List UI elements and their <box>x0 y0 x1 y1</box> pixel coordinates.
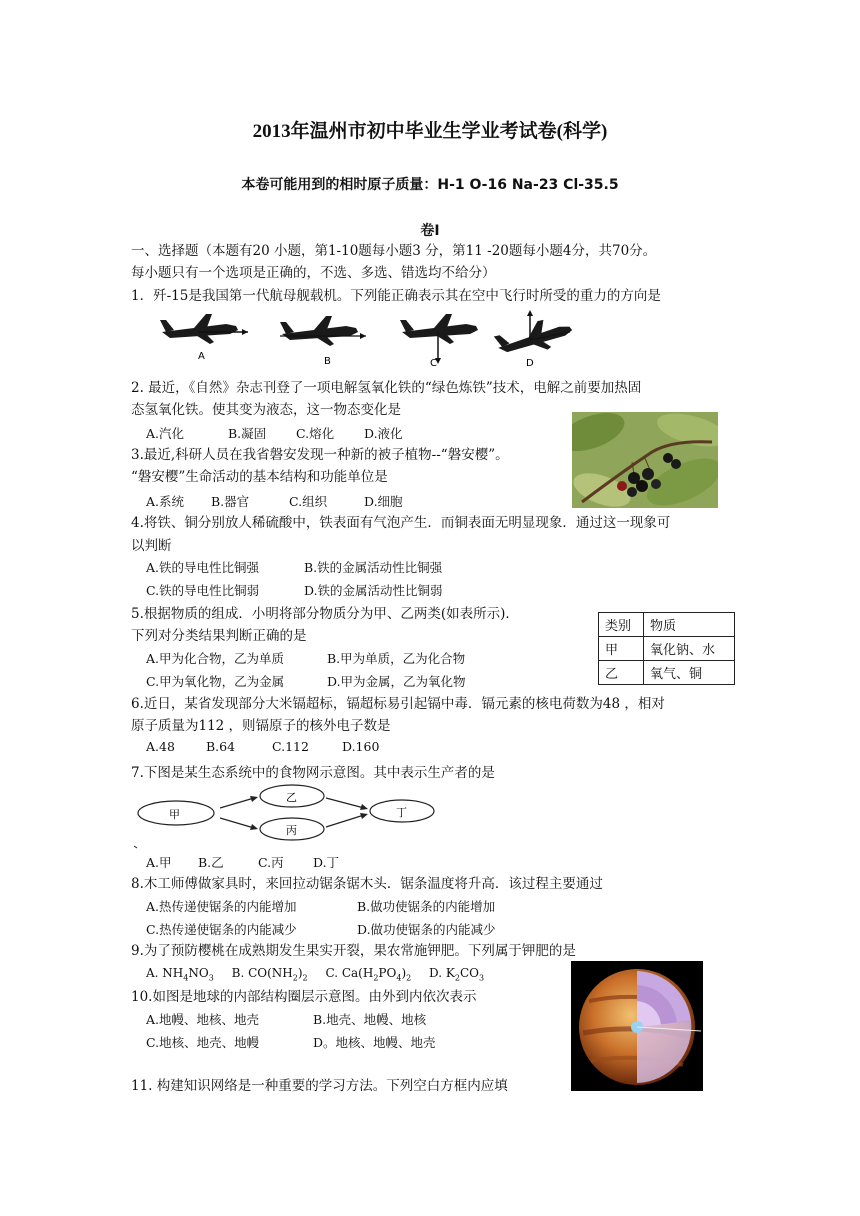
q2-option-d: D.液化 <box>364 426 403 441</box>
table-cell: 甲 <box>599 637 644 661</box>
node-yi: 乙 <box>286 791 297 804</box>
q9-options <box>146 966 484 982</box>
q4-option-c: C.铁的导电性比铜弱 <box>146 583 260 598</box>
q6-stem-line-1: 6.近日，某省发现部分大米镉超标，镉超标易引起镉中毒．镉元素的核电荷数为48 ，相对 <box>131 696 665 712</box>
q4-stem-line-1: 4.将铁、铜分别放人稀硫酸中，铁表面有气泡产生．而铜表面无明显现象．通过这一现象可 <box>131 515 671 531</box>
q1-airplane-figure <box>140 308 600 372</box>
jet-a-icon <box>160 314 248 344</box>
instructions-line-1: 一、选择题（本题有20 小题，第1-10题每小题3 分，第11 -20题每小题4分，共70分。 <box>131 243 657 259</box>
q10-option-b: B.地壳、地幔、地核 <box>313 1012 427 1027</box>
q10-option-a: A.地幔、地核、地壳 <box>146 1012 260 1027</box>
q2-option-b: B.凝固 <box>228 426 267 441</box>
q4-option-d: D.铁的金属活动性比铜弱 <box>304 583 443 598</box>
q1-stem: 1．歼-15是我国第一代航母舰载机。下列能正确表示其在空中飞行时所受的重力的方向是 <box>131 288 661 304</box>
q3-option-b: B.器官 <box>211 494 250 509</box>
section-heading: 卷Ⅰ <box>420 223 440 239</box>
q6-option-b: B.64 <box>206 739 236 754</box>
q9-stem: 9.为了预防樱桃在成熟期发生果实开裂，果农常施钾肥。下列属于钾肥的是 <box>131 943 576 959</box>
jet-d-icon <box>493 310 576 360</box>
q1-label-a: A <box>198 351 205 362</box>
q6-option-c: C.112 <box>272 739 309 754</box>
q7-option-a: A.甲 <box>146 855 172 870</box>
q7-option-d: D.丁 <box>313 855 340 870</box>
table-row <box>599 637 735 661</box>
table-header-row <box>599 613 735 637</box>
q5-stem-line-1: 5.根据物质的组成．小明将部分物质分为甲、乙两类(如表所示)． <box>131 606 519 622</box>
q1-label-b: B <box>324 356 331 367</box>
jet-c-icon <box>400 314 478 364</box>
q7-option-b: B.乙 <box>198 855 224 870</box>
q7-stem: 7.下图是某生态系统中的食物网示意图。其中表示生产者的是 <box>131 765 495 781</box>
q6-option-a: A.48 <box>146 739 175 754</box>
q2-stem-line-2: 态氢氧化铁。使其变为液态，这一物态变化是 <box>131 402 401 418</box>
q6-option-d: D.160 <box>342 739 380 754</box>
q1-label-d: D <box>526 358 534 369</box>
q9-option-a: A. $NH_4NO_3$ <box>146 966 214 983</box>
q7-food-web-diagram <box>134 784 444 850</box>
q7-option-c: C.丙 <box>258 855 284 870</box>
q5-option-d: D.甲为金属，乙为氧化物 <box>327 674 466 689</box>
node-bing: 丙 <box>286 824 297 837</box>
table-cell: 氧气、铜 <box>644 661 735 685</box>
q5-option-a: A.甲为化合物，乙为单质 <box>146 651 285 666</box>
q4-stem-line-2: 以判断 <box>131 538 172 554</box>
cherry-plant-image <box>572 412 718 508</box>
earth-structure-image <box>571 961 703 1091</box>
q11-stem: 11. 构建知识网络是一种重要的学习方法。下列空白方框内应填 <box>131 1078 508 1094</box>
node-jia: 甲 <box>169 808 180 821</box>
table-cell: 氧化钠、水 <box>644 637 735 661</box>
table-header-category: 类别 <box>599 613 644 637</box>
q4-option-b: B.铁的金属活动性比铜强 <box>304 560 443 575</box>
atomic-masses-note: 本卷可能用到的相时原子质量：H-1 O-16 Na-23 Cl-35.5 <box>241 177 619 193</box>
q3-option-c: C.组织 <box>289 494 328 509</box>
q5-classification-table <box>598 612 735 685</box>
q9-option-b: B. $CO(NH_2)_2$ <box>231 966 308 983</box>
q3-option-d: D.细胞 <box>364 494 403 509</box>
q3-stem-line-1: 3.最近,科研人员在我省磐安发现一种新的被子植物--“磐安樱”。 <box>131 447 509 463</box>
jet-b-icon <box>280 316 366 346</box>
q5-stem-line-2: 下列对分类结果判断正确的是 <box>131 628 307 644</box>
q6-stem-line-2: 原子质量为112 ，则镉原子的核外电子数是 <box>131 718 391 734</box>
q4-option-a: A.铁的导电性比铜强 <box>146 560 260 575</box>
table-cell: 乙 <box>599 661 644 685</box>
q2-stem-line-1: 2. 最近，《自然》杂志刊登了一项电解氢氧化铁的“绿色炼铁”技术，电解之前要加热固 <box>131 380 642 396</box>
q10-stem: 10.如图是地球的内部结构圈层示意图。由外到内依次表示 <box>131 989 477 1005</box>
q8-stem: 8.木工师傅做家具时，来回拉动锯条锯木头．锯条温度将升高．该过程主要通过 <box>131 876 603 892</box>
table-header-substance: 物质 <box>644 613 735 637</box>
q3-option-a: A.系统 <box>146 494 185 509</box>
node-ding: 丁 <box>396 806 407 819</box>
q8-option-d: D.做功使锯条的内能减少 <box>357 922 496 937</box>
page-title: 2013年温州市初中毕业生学业考试卷(科学) <box>252 121 608 142</box>
q8-option-a: A.热传递使锯条的内能增加 <box>146 899 297 914</box>
q8-option-c: C.热传递使锯条的内能减少 <box>146 922 297 937</box>
q3-stem-line-2: “磐安樱”生命活动的基本结构和功能单位是 <box>131 469 388 485</box>
q10-option-c: C.地核、地壳、地幔 <box>146 1035 260 1050</box>
instructions-line-2: 每小题只有一个选项是正确的，不选、多选、错选均不给分） <box>131 265 496 281</box>
q1-label-c: C <box>430 358 437 369</box>
q10-option-d: D。地核、地幔、地壳 <box>313 1035 436 1050</box>
q2-option-a: A.汽化 <box>146 426 185 441</box>
q8-option-b: B.做功使锯条的内能增加 <box>357 899 496 914</box>
q9-option-d: D. $K_2CO_3$ <box>429 966 485 983</box>
q9-option-c: C. $Ca(H_2PO_4)_2$ <box>325 966 412 983</box>
q2-option-c: C.熔化 <box>296 426 335 441</box>
table-row <box>599 661 735 685</box>
q5-option-b: B.甲为单质，乙为化合物 <box>327 651 466 666</box>
q5-option-c: C.甲为氧化物，乙为金属 <box>146 674 285 689</box>
